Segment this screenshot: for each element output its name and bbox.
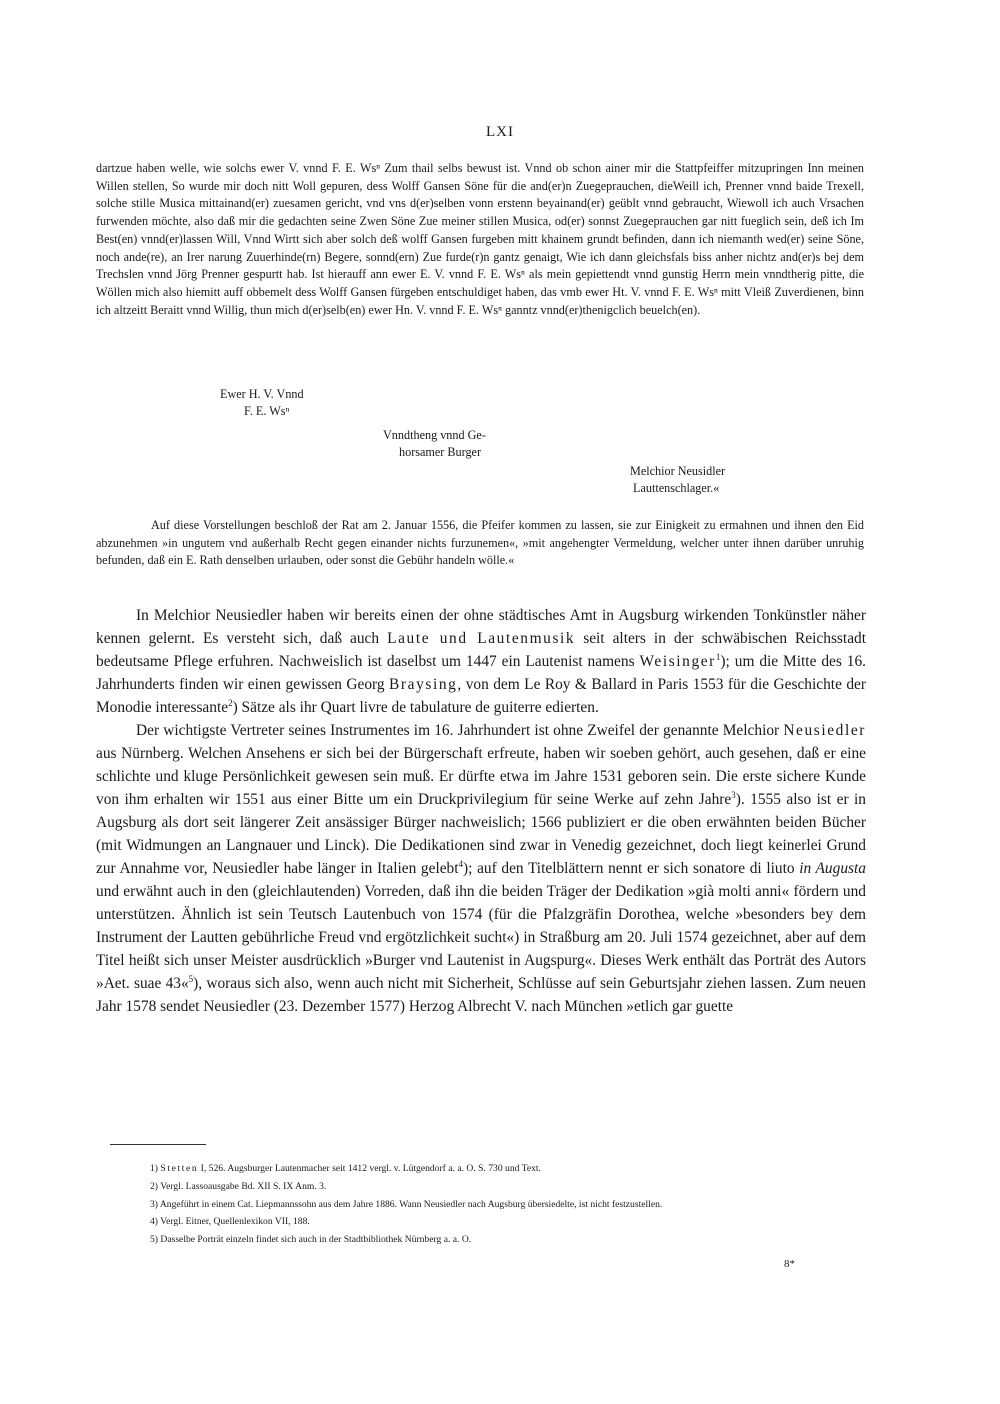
- council-decision-note: Auf diese Vorstellungen beschloß der Rat am 2. Januar 1556, die Pfeifer kommen zu lassen, sie zur Einigkeit zu ermahnen und ihnen den Eid abzunehmen »in ungutem vnd außerhalb Recht gegen einander nichts furzunemen«, »mit angehengter Vermeldung, welcher unter ihnen darüber unruhig befunden, daß ein E. Rath denselben urlauben, oder sonst die Gebühr handeln wölle.«: [96, 518, 864, 568]
- signer-name: Melchior Neusidler: [630, 464, 726, 478]
- footnote-author: Stetten: [160, 1163, 199, 1174]
- salutation-block: [220, 386, 304, 420]
- footnote: 1) Stetten I, 526. Augsburger Lautenmacher seit 1412 vergl. v. Lütgendorf a. a. O. S. 730 und Text.: [150, 1163, 541, 1174]
- spaced-emphasis: Laute und Lautenmusik: [387, 630, 576, 647]
- closing-block: [383, 427, 486, 461]
- spaced-name: Braysing: [389, 676, 458, 693]
- body-paragraph: Der wichtigste Vertreter seines Instrumentes im 16. Jahrhundert ist ohne Zweifel der genannte Melchior Neusiedler aus Nürnberg. Welchen Ansehens er sich bei der Bürgerschaft erfreute, haben wir soeben gehört, auch gesehen, daß er eine schlichte und kluge Persönlichkeit gewesen sein muß. Er dürfte etwa im Jahre 1531 geboren sein. Die erste sichere Kunde von ihm erhalten wir 1551 aus einer Bitte um ein Druckprivilegium für seine Werke auf zehn Jahre$^3$). 1555 also ist er in Augsburg als dort seit längerer Zeit ansässiger Bürger nachweislich; 1566 publiziert er die oben erwähnten beiden Bücher (mit Widmungen an Langnauer und Linck). Die Dedikationen sind zwar in Venedig gezeichnet, doch liegt keinerlei Grund zur Annahme vor, Neusiedler habe länger in Italien gelebt$^4$); auf den Titelblättern nennt er sich sonatore di liuto in Augusta und erwähnt auch in den (gleichlautenden) Vorreden, daß ihn die beiden Träger der Dedikation »già molti anni« fördern und unterstützen. Ähnlich ist sein Teutsch Lautenbuch von 1574 (für die Pfalzgräfin Dorothea, welche »besonders bey dem Instrument der Lautten gebührliche Freud vnd ergötzlichkeit sucht«) in Straßburg am 20. Juli 1574 gezeichnet, aber auf dem Titel heißt sich unser Meister ausdrücklich »Burger vnd Lautenist in Augspurg«. Dieses Werk enthält das Porträt des Autors »Aet. suae 43«$^5$), woraus sich also, wenn auch nicht mit Sicherheit, Schlüsse auf sein Geburtsjahr ziehen lassen. Zum neuen Jahr 1578 sendet Neusiedler (23. Dezember 1577) Herzog Albrecht V. nach München »etlich gar guette: [96, 722, 866, 1015]
- footnote-ref[interactable]: 3: [731, 789, 736, 800]
- footnote: 2) Vergl. Lassoausgabe Bd. XII S. IX Anm. 3.: [150, 1180, 327, 1192]
- footnote-ref[interactable]: 2: [228, 697, 233, 708]
- footnote: 4) Vergl. Eitner, Quellenlexikon VII, 188.: [150, 1216, 310, 1228]
- quoted-petition: [96, 160, 864, 319]
- spaced-name: Weisinger: [639, 653, 716, 670]
- footnote-ref[interactable]: 4: [458, 858, 464, 869]
- footnotes: [150, 1160, 870, 1249]
- body-paragraph: In Melchior Neusiedler haben wir bereits einen der ohne städtisches Amt in Augsburg wirkenden Tonkünstler näher kennen gelernt. Es versteht sich, daß auch Laute und Lautenmusik seit alters in der schwäbischen Reichsstadt bedeutsame Pflege erfuhren. Nachweislich ist daselbst um 1447 ein Lautenist namens Weisinger$^1$); um die Mitte des 16. Jahrhunderts finden wir einen gewissen Georg Braysing, von dem Le Roy & Ballard in Paris 1553 für die Geschichte der Monodie interessante$^2$) Sätze als ihr Quart livre de tabulature de guiterre edierten.: [96, 607, 867, 716]
- footnote: 3) Angeführt in einem Cat. Liepmannssohn aus dem Jahre 1886. Wann Neusiedler nach Augsburg übersiedelte, ist nicht festzustellen.: [150, 1198, 663, 1210]
- closing-line: Vnndtheng vnnd Ge-: [383, 428, 486, 442]
- salutation-line: F. E. Wsⁿ: [244, 404, 290, 418]
- signer-title: Lauttenschlager.«: [633, 481, 720, 495]
- footnote-ref[interactable]: 5: [188, 973, 194, 984]
- closing-line: horsamer Burger: [399, 445, 482, 459]
- quote-paragraph: dartzue haben welle, wie solchs ewer V. vnnd F. E. Wsⁿ Zum thail selbs bewust ist. Vnnd ob schon ainer mir die Stattpfeiffer mitzupringen Inn meinen Willen stellen, So wurde mir doch nitt Woll gepuren, dess Wolff Gansen Söne für die and(er)n Zuegeprauchen, dieWeill ich, Prenner vnnd baide Trexell, solche stille Musica mittainand(er) zuesamen gericht, vnd vns d(er)selben vonn erstenn beyainand(er) geüblt vnnd gebraucht, Wiewoll ich auch Vrsachen furwenden möchte, also daß mir die gedachten seine Zwen Söne Zue meiner stillen Musica, od(er) sonnst Zuegeprauchen gar nitt fueglich sein, deß ich Im Best(en) vnnd(er)lassen Will, Vnnd Wirtt sich aber solch deß wolff Gansen furgeben mitt khainem grundt befinden, dann ich niemanth wed(er) seine Söne, noch ande(re), an Irer narung Zuuerhinde(rn) Begere, sonnd(ern) Zue furde(r)n gantz genaigt, Wie ich dann gleichsfals biss anher nichtz and(er)s bej dem Trechslen vnnd Jörg Prenner gespurtt hab. Ist hierauff ann ewer E. V. vnnd F. E. Wsⁿ als mein gepiettendt vnnd gunstig Herrn mein vnndtherig pitte, die Wöllen mich also hiemitt auff obbemelt dess Wolff Gansen fürgeben entschuldiget haben, das vmb ewer Ht. V. vnnd F. E. Wsⁿ mitt Vleiß Zuverdienen, binn ich altzeitt Beraitt vnnd Willig, thun mich d(er)selb(en) ewer Hn. V. vnnd F. E. Wsⁿ ganntz vnnd(er)thenigclich beuelch(en).: [96, 161, 864, 317]
- printer-signature-mark: 8*: [784, 1258, 795, 1270]
- main-text: [96, 604, 866, 1018]
- page-number: LXI: [486, 124, 514, 140]
- spaced-name: Neusiedler: [783, 722, 866, 739]
- italic-phrase: in Augusta: [799, 860, 866, 877]
- signer-block: [630, 463, 725, 497]
- footnote-ref[interactable]: 1: [715, 651, 721, 662]
- footnote-separator: [110, 1144, 206, 1145]
- footnote: 5) Dasselbe Porträt einzeln findet sich auch in der Stadtbibliothek Nürnberg a. a. O.: [150, 1234, 472, 1246]
- salutation-line: Ewer H. V. Vnnd: [220, 387, 304, 401]
